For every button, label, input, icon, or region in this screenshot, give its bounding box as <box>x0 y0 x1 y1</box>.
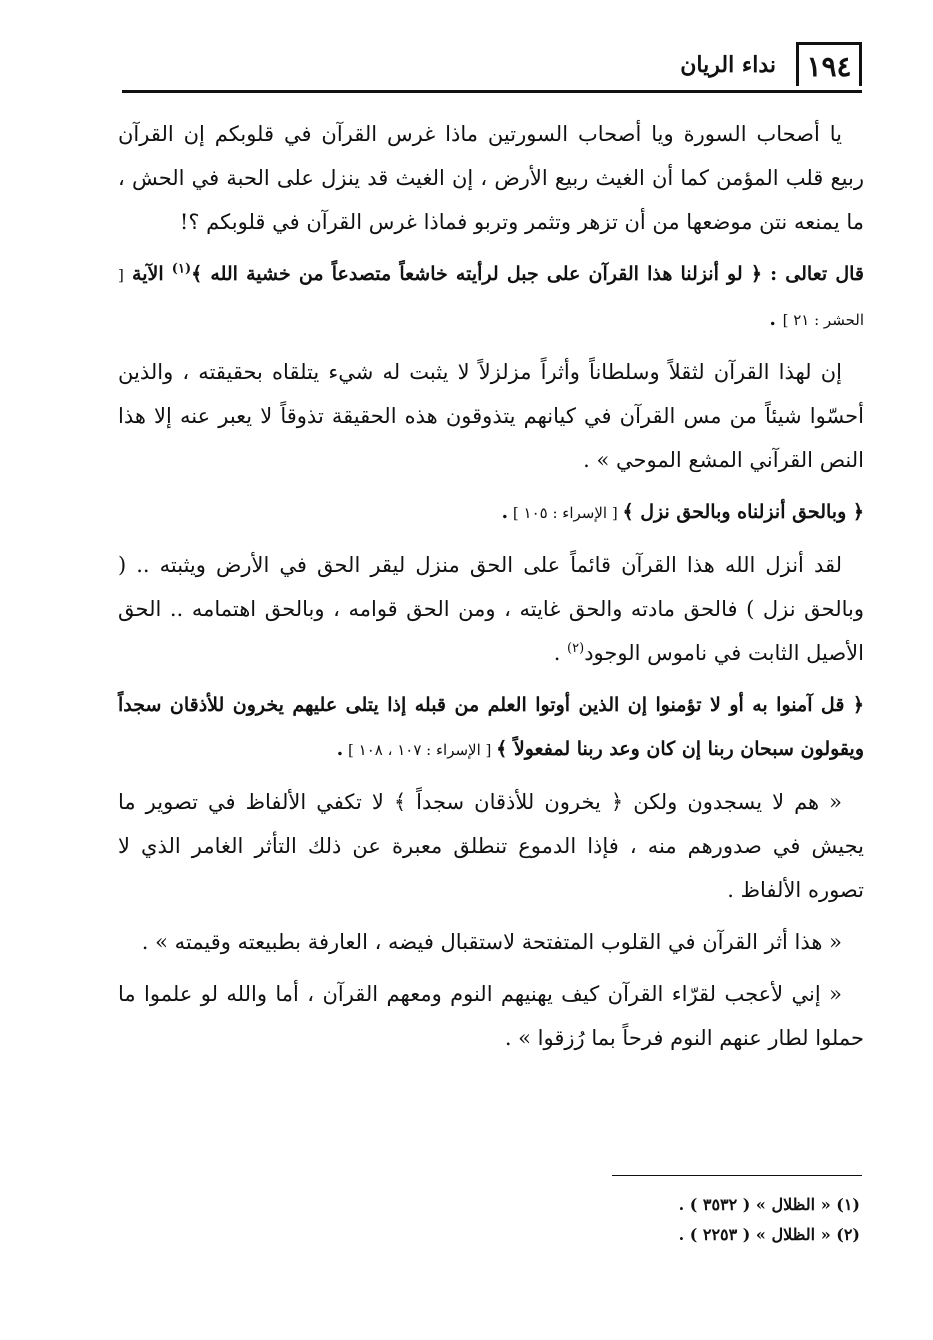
footnote-1: (١) « الظلال » ( ٣٥٣٢ ) . <box>678 1195 860 1214</box>
running-title: نداء الريان <box>680 52 776 78</box>
footnote-rule <box>612 1175 862 1176</box>
quran-quote-1 <box>118 252 864 342</box>
footnotes <box>440 1190 860 1250</box>
main-text <box>118 112 864 1068</box>
footnote-marker-1: (١) <box>171 261 192 277</box>
quote-reference: [ الإسراء : ١٠٥ ] <box>508 504 623 522</box>
quote-tail: الآية <box>123 263 172 285</box>
punctuation: . <box>501 501 509 523</box>
paragraph-1: يا أصحاب السورة ويا أصحاب السورتين ماذا غرس القرآن في قلوبكم إن القرآن ربيع قلب المؤمن كما أن الغيث ربيع الأرض ، إن الغيث قد ينزل على الحبة في الحش ، ما يمنعه نتن موضعها من أن تزهر وتثمر وتربو فماذا غرس القرآن في قلوبكم ؟! <box>118 122 864 234</box>
paragraph-4: « هم لا يسجدون ولكن ﴿ يخرون للأذقان سجداً ﴾ لا تكفي الألفاظ في تصوير ما يجيش في صدورهم منه ، فإذا الدموع تنطلق معبرة عن ذلك التأثر الغامر الذي لا تصوره الألفاظ . <box>118 790 864 902</box>
quran-quote-2 <box>118 490 864 535</box>
footnote-marker-2: (٢) <box>567 641 585 656</box>
page-header <box>122 40 862 92</box>
paragraph-3 <box>118 543 864 675</box>
quote-text: ﴿ وبالحق أنزلناه وبالحق نزل ﴾ <box>622 501 864 523</box>
quote-text: ﴿ قل آمنوا به أو لا تؤمنوا إن الذين أوتوا العلم من قبله إذا يتلى عليهم يخرون للأذقان سجداً ويقولون سبحان ربنا إن كان وعد ربنا لمفعولاً ﴾ <box>118 694 864 760</box>
quran-quote-3 <box>118 683 864 772</box>
page-number: ١٩٤ <box>796 42 862 86</box>
footnote-2: (٢) « الظلال » ( ٢٢٥٣ ) . <box>678 1225 860 1244</box>
punctuation: . <box>553 641 568 665</box>
paragraph-2: إن لهذا القرآن لثقلاً وسلطاناً وأثراً مزلزلاً لا يثبت له شيء يتلقاه بحقيقته ، والذين أحسّوا شيئاً من مس القرآن في كيانهم يتذوقون هذه الحقيقة تذوقاً لا يعبر عنه إلا هذا النص القرآني المشع الموحي » . <box>118 360 864 472</box>
paragraph-6: « إني لأعجب لقرّاء القرآن كيف يهنيهم النوم ومعهم القرآن ، أما والله لو علموا ما حملوا لطار عنهم النوم فرحاً بما رُزقوا » . <box>118 982 864 1050</box>
punctuation: . <box>769 308 783 330</box>
quote-reference: [ الإسراء : ١٠٧ ، ١٠٨ ] <box>343 741 497 759</box>
quote-reference: [ الحشر : ٢١ ] <box>118 266 864 329</box>
paragraph-5: « هذا أثر القرآن في القلوب المتفتحة لاستقبال فيضه ، العارفة بطبيعته وقيمته » . <box>141 930 842 954</box>
punctuation: . <box>336 738 344 760</box>
quote-text: قال تعالى : ﴿ لو أنزلنا هذا القرآن على جبل لرأيته خاشعاً متصدعاً من خشية الله ﴾ <box>191 263 865 285</box>
header-rule <box>122 90 862 93</box>
paragraph-text: لقد أنزل الله هذا القرآن قائماً على الحق منزل ليقر الحق في الأرض ويثبته .. ( وبالحق نزل ) فالحق مادته والحق غايته ، ومن الحق قوامه ، وبالحق اهتمامه .. الحق الأصيل الثابت في ناموس الوجود <box>118 553 864 665</box>
